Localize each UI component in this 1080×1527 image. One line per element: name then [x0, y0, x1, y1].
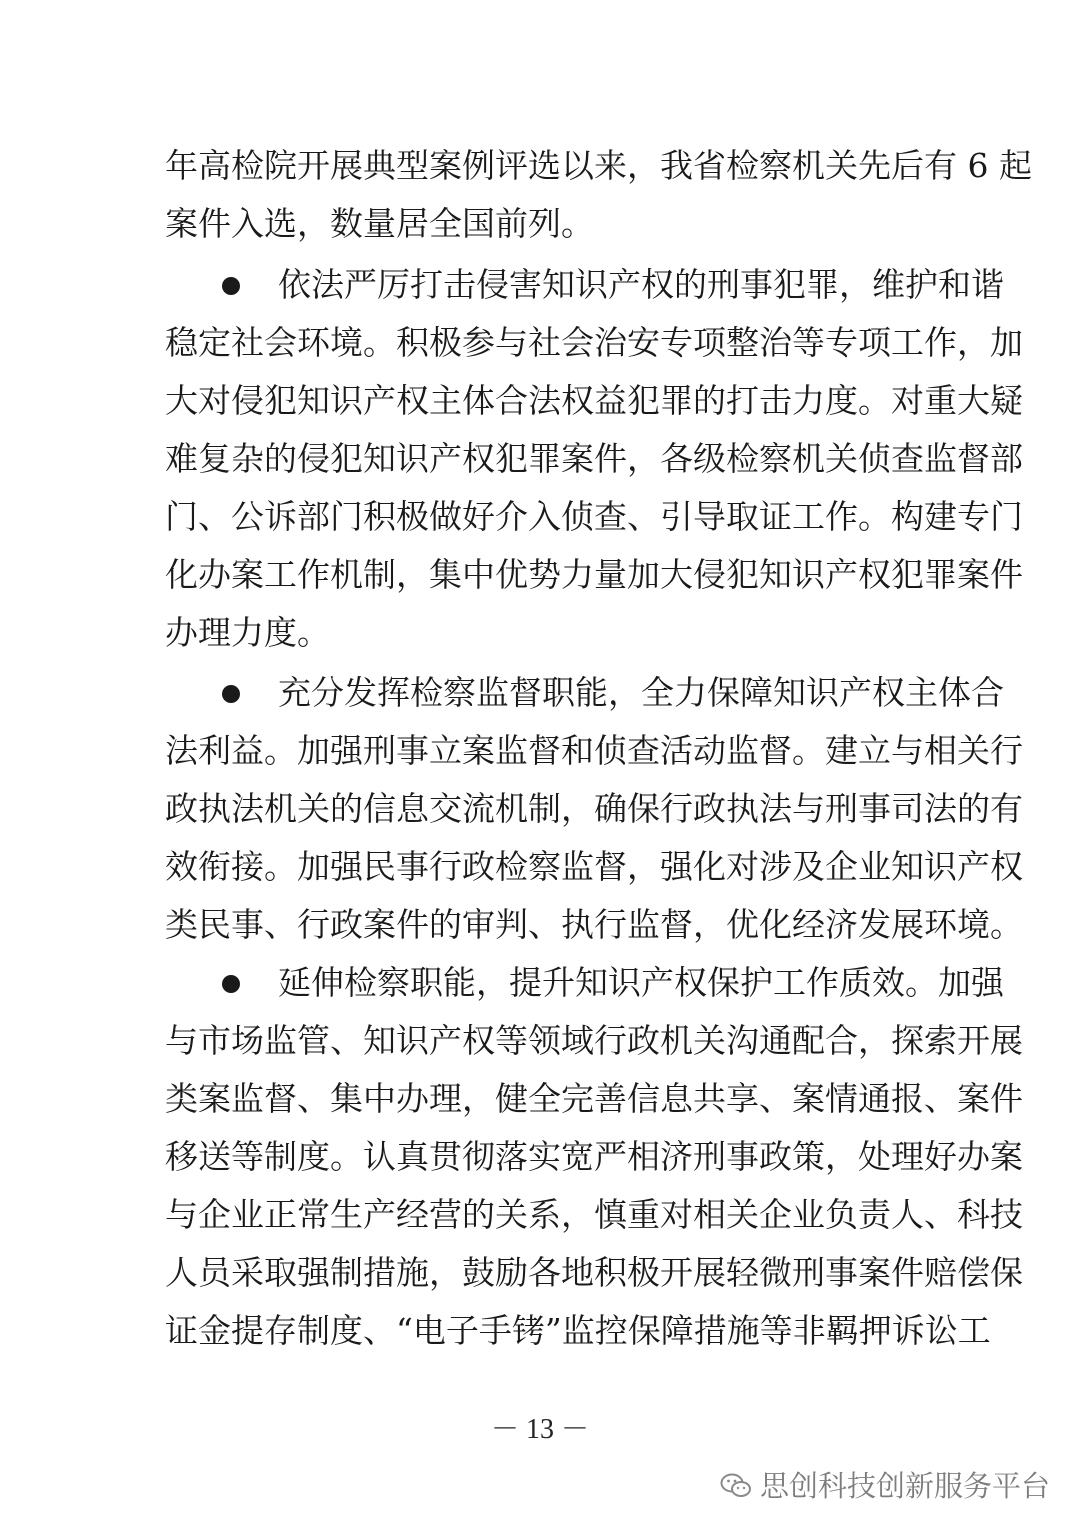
text-line: 年高检院开展典型案例评选以来，我省检察机关先后有 6 起 [165, 146, 1032, 185]
bullet-icon [222, 975, 240, 993]
text-line: 案件入选，数量居全国前列。 [165, 204, 594, 243]
text-line: 稳定社会环境。积极参与社会治安专项整治等专项工作，加 [165, 323, 1023, 362]
bullet-icon [222, 277, 240, 295]
bullet-icon [222, 685, 240, 703]
page-number: － 13 － [490, 1414, 589, 1445]
text-line: 延伸检察职能，提升知识产权保护工作质效。加强 [278, 963, 1004, 1002]
text-line: 政执法机关的信息交流机制，确保行政执法与刑事司法的有 [165, 789, 1023, 828]
text-line: 移送等制度。认真贯彻落实宽严相济刑事政策，处理好办案 [165, 1137, 1023, 1176]
text-line: 门、公诉部门积极做好介入侦查、引导取证工作。构建专门 [165, 497, 1023, 536]
text-line: 依法严厉打击侵害知识产权的刑事犯罪，维护和谐 [278, 265, 1004, 304]
text-line: 证金提存制度、“电子手铐”监控保障措施等非羁押诉讼工 [165, 1311, 991, 1350]
text-line: 效衔接。加强民事行政检察监督，强化对涉及企业知识产权 [165, 847, 1023, 886]
wechat-icon [720, 1472, 752, 1500]
watermark [720, 1466, 1050, 1506]
text-line: 人员采取强制措施，鼓励各地积极开展轻微刑事案件赔偿保 [165, 1253, 1023, 1292]
text-line: 与市场监管、知识产权等领域行政机关沟通配合，探索开展 [165, 1021, 1023, 1060]
text-line: 类案监督、集中办理，健全完善信息共享、案情通报、案件 [165, 1079, 1023, 1118]
text-line: 办理力度。 [165, 613, 330, 652]
text-line: 类民事、行政案件的审判、执行监督，优化经济发展环境。 [165, 905, 1023, 944]
watermark-text: 思创科技创新服务平台 [759, 1469, 1050, 1503]
text-line: 化办案工作机制，集中优势力量加大侵犯知识产权犯罪案件 [165, 555, 1023, 594]
text-line: 与企业正常生产经营的关系，慎重对相关企业负责人、科技 [165, 1195, 1023, 1234]
text-line: 大对侵犯知识产权主体合法权益犯罪的打击力度。对重大疑 [165, 381, 1023, 420]
text-line: 难复杂的侵犯知识产权犯罪案件，各级检察机关侦查监督部 [165, 439, 1023, 478]
text-line: 充分发挥检察监督职能，全力保障知识产权主体合 [278, 673, 1004, 712]
text-line: 法利益。加强刑事立案监督和侦查活动监督。建立与相关行 [165, 731, 1023, 770]
